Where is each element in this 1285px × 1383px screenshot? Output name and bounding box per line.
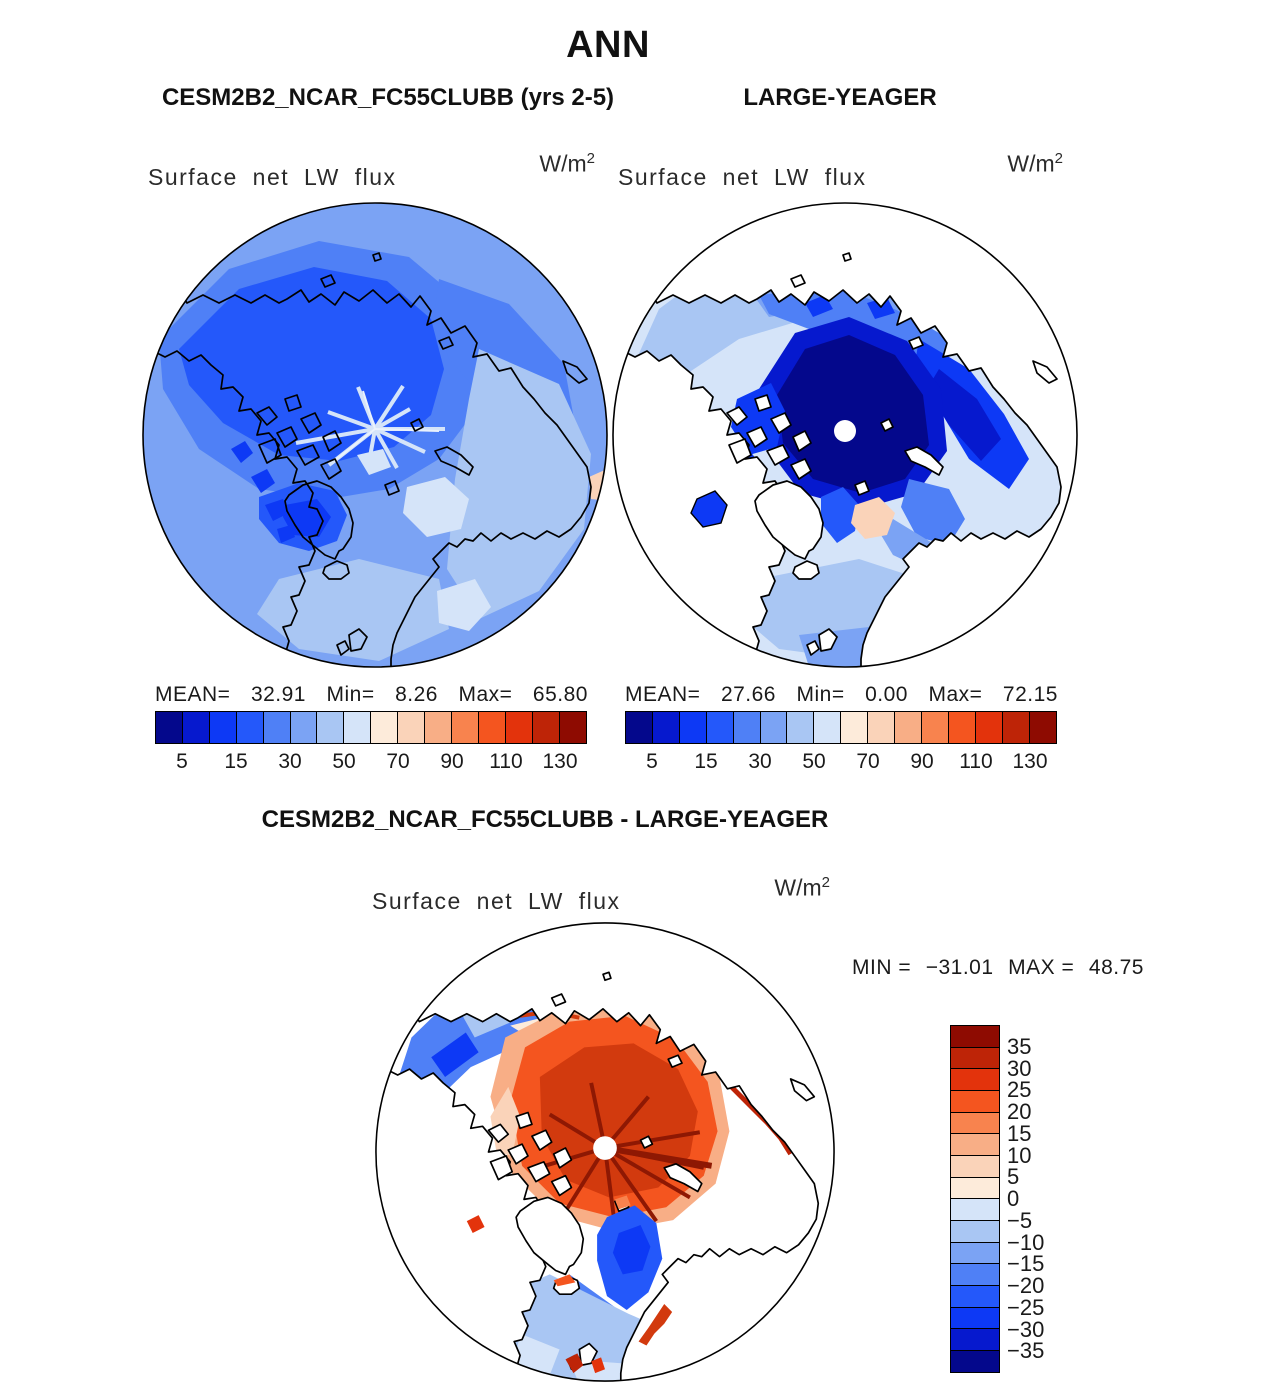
- max-value: 72.15: [1002, 683, 1058, 706]
- colorbar-cell: [948, 711, 976, 744]
- colorbar-cell: [652, 711, 680, 744]
- colorbar-tick: 130: [542, 750, 578, 773]
- field-label-left: Surface net LW flux: [148, 164, 397, 190]
- colorbar-cell: [706, 711, 734, 744]
- colorbar-cell: [950, 1047, 1000, 1070]
- colorbar-label: 30: [1007, 1055, 1032, 1081]
- field-label-diff: Surface net LW flux: [372, 888, 621, 914]
- colorbar-tick: 30: [748, 750, 772, 773]
- min-label: Min=: [326, 683, 375, 706]
- colorbar-cell: [867, 711, 895, 744]
- max-value: 65.80: [532, 683, 588, 706]
- polar-map-diff: [372, 919, 838, 1383]
- colorbar-cell: [209, 711, 237, 744]
- colorbar-cell: [950, 1220, 1000, 1243]
- colorbar-cell: [478, 711, 506, 744]
- panel-header-obs: LARGE-YEAGER: [743, 84, 937, 111]
- colorbar-ticks-model: [155, 750, 587, 778]
- units-base: W/m: [1007, 150, 1055, 177]
- colorbar-cell: [921, 711, 949, 744]
- min-label: Min=: [796, 683, 845, 706]
- colorbar-cell: [397, 711, 425, 744]
- colorbar-cell: [975, 711, 1003, 744]
- max-label: MAX =: [1008, 956, 1075, 979]
- colorbar-label: 25: [1007, 1077, 1032, 1103]
- colorbar-cell: [316, 711, 344, 744]
- colorbar-cell: [155, 711, 183, 744]
- colorbar-cell: [950, 1263, 1000, 1286]
- colorbar-tick: 90: [910, 750, 934, 773]
- colorbar-label: 5: [1007, 1164, 1020, 1190]
- pole-dot: [834, 420, 856, 442]
- min-value: 0.00: [865, 683, 908, 706]
- colorbar-cell: [813, 711, 841, 744]
- min-value: 8.26: [395, 683, 438, 706]
- colorbar-tick: 110: [959, 750, 993, 773]
- mean-label: MEAN=: [625, 683, 701, 706]
- colorbar-label: −35: [1007, 1338, 1045, 1364]
- colorbar-label: −15: [1007, 1251, 1045, 1277]
- colorbar-cell: [786, 711, 814, 744]
- colorbar-obs: [625, 711, 1057, 744]
- map-shading-model: [139, 199, 611, 671]
- units-left: [500, 150, 595, 178]
- colorbar-tick: 70: [386, 750, 410, 773]
- colorbar-label: 0: [1007, 1186, 1020, 1211]
- colorbar-label: −20: [1007, 1273, 1045, 1298]
- colorbar-label: 35: [1007, 1033, 1032, 1059]
- colorbar-label: −5: [1007, 1207, 1033, 1233]
- units-diff: [735, 874, 830, 902]
- field-label-right: Surface net LW flux: [618, 164, 867, 190]
- panel-header-model: CESM2B2_NCAR_FC55CLUBB (yrs 2-5): [161, 84, 615, 111]
- colorbar-cell: [950, 1307, 1000, 1330]
- colorbar-tick: 15: [224, 750, 248, 773]
- colorbar-cell: [733, 711, 761, 744]
- colorbar-cell: [263, 711, 291, 744]
- colorbar-cell: [950, 1285, 1000, 1308]
- polar-map-obs: [609, 199, 1081, 671]
- polar-map-model: [139, 199, 611, 671]
- max-value: 48.75: [1088, 956, 1144, 979]
- units-exponent: 2: [821, 874, 830, 891]
- units-base: W/m: [539, 150, 587, 177]
- colorbar-cell: [950, 1133, 1000, 1156]
- colorbar-tick: 110: [489, 750, 523, 773]
- colorbar-tick: 50: [802, 750, 826, 773]
- units-exponent: 2: [586, 150, 595, 167]
- colorbar-cell: [505, 711, 533, 744]
- units-right: [968, 150, 1063, 178]
- panel-header-diff: CESM2B2_NCAR_FC55CLUBB - LARGE-YEAGER: [261, 806, 829, 833]
- colorbar-cell: [290, 711, 318, 744]
- mean-value: 27.66: [720, 683, 776, 706]
- colorbar-label: −25: [1007, 1294, 1045, 1320]
- colorbar-cell: [950, 1198, 1000, 1221]
- colorbar-label: −30: [1007, 1316, 1045, 1342]
- colorbar-label: 15: [1007, 1120, 1032, 1146]
- colorbar-tick: 50: [332, 750, 356, 773]
- colorbar-label: 10: [1007, 1142, 1032, 1168]
- colorbar-cell: [451, 711, 479, 744]
- units-exponent: 2: [1054, 150, 1063, 167]
- stats-row-obs: [625, 683, 1058, 707]
- max-label: Max=: [928, 683, 983, 706]
- max-label: Max=: [458, 683, 513, 706]
- colorbar-model: [155, 711, 587, 744]
- colorbar-cell: [532, 711, 560, 744]
- colorbar-label: −10: [1007, 1229, 1045, 1255]
- colorbar-cell: [840, 711, 868, 744]
- minmax-row-diff: [852, 956, 1144, 980]
- colorbar-diff: [950, 1025, 1000, 1373]
- colorbar-tick: 70: [856, 750, 880, 773]
- colorbar-tick: 130: [1012, 750, 1048, 773]
- colorbar-tick: 5: [176, 750, 188, 773]
- colorbar-cell: [1029, 711, 1057, 744]
- colorbar-cell: [424, 711, 452, 744]
- colorbar-cell: [343, 711, 371, 744]
- colorbar-cell: [625, 711, 653, 744]
- pole-dot: [593, 1136, 617, 1160]
- colorbar-cell: [559, 711, 587, 744]
- colorbar-cell: [1002, 711, 1030, 744]
- colorbar-cell: [950, 1155, 1000, 1178]
- colorbar-cell: [950, 1068, 1000, 1091]
- mean-value: 32.91: [250, 683, 306, 706]
- colorbar-cell: [950, 1112, 1000, 1135]
- units-base: W/m: [774, 874, 822, 901]
- colorbar-cell: [950, 1328, 1000, 1351]
- colorbar-tick: 30: [278, 750, 302, 773]
- stats-row-model: [155, 683, 588, 707]
- colorbar-cell: [894, 711, 922, 744]
- colorbar-cell: [236, 711, 264, 744]
- colorbar-cell: [760, 711, 788, 744]
- colorbar-cell: [950, 1350, 1000, 1373]
- min-value: −31.01: [925, 956, 994, 979]
- colorbar-cell: [950, 1090, 1000, 1113]
- colorbar-labels-diff: [1007, 1025, 1087, 1373]
- figure-title: ANN: [566, 24, 650, 66]
- colorbar-cell: [950, 1025, 1000, 1048]
- colorbar-tick: 5: [646, 750, 658, 773]
- colorbar-ticks-obs: [625, 750, 1057, 778]
- colorbar-cell: [370, 711, 398, 744]
- map-shading-obs: [609, 199, 1081, 671]
- colorbar-tick: 15: [694, 750, 718, 773]
- min-label: MIN =: [852, 956, 912, 979]
- colorbar-label: 20: [1007, 1099, 1032, 1124]
- colorbar-cell: [950, 1177, 1000, 1200]
- colorbar-tick: 90: [440, 750, 464, 773]
- colorbar-cell: [182, 711, 210, 744]
- mean-label: MEAN=: [155, 683, 231, 706]
- colorbar-cell: [679, 711, 707, 744]
- colorbar-cell: [950, 1242, 1000, 1265]
